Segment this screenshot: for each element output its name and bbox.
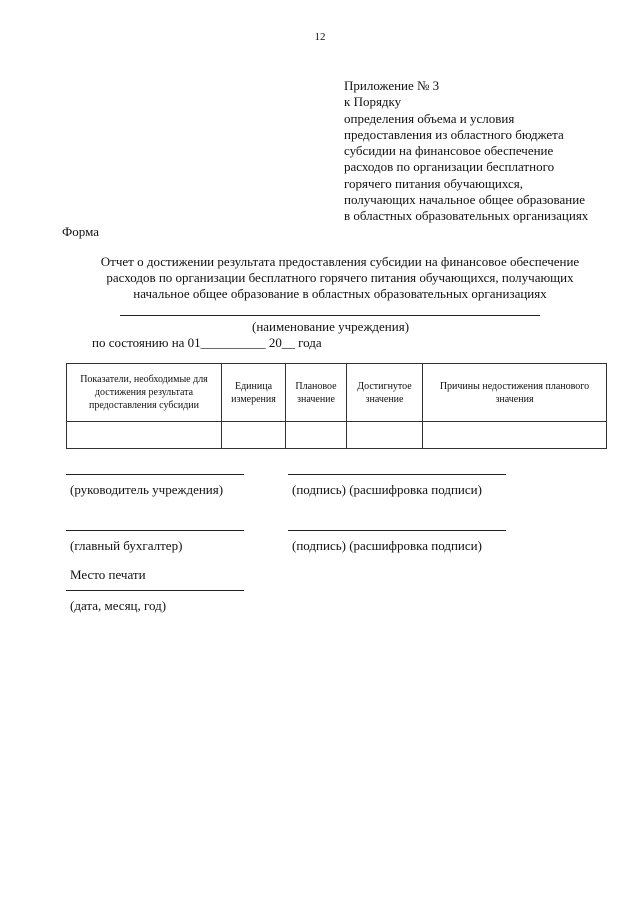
stamp-place: Место печати [70,567,146,582]
table-cell [67,422,222,449]
appendix-header [344,78,588,225]
appendix-line: субсидии на финансовое обеспечение [344,143,554,159]
report-title-line: Отчет о достижении результата предоставления субсидии на финансовое обеспечение [100,254,580,269]
table-cell [222,422,286,449]
appendix-line: определения объема и условия [344,110,515,126]
report-title-line: расходов по организации бесплатного горячего питания обучающихся, получающих [106,270,574,285]
table-row [67,422,607,449]
table-header-cell: Достигнутое значение [347,364,423,422]
appendix-line: получающих начальное общее образование [344,192,585,208]
report-title [40,254,640,302]
head-signature-line [66,474,244,475]
appendix-line: предоставления из областного бюджета [344,126,564,142]
table-cell [286,422,347,449]
accountant-label: (главный бухгалтер) [70,538,183,553]
accountant-signature-line [66,530,244,531]
table-header-cell: Единица измерения [222,364,286,422]
date-label: (дата, месяц, год) [70,598,167,613]
appendix-line: в областных образовательных организациях [344,208,589,224]
form-label: Форма [62,224,99,239]
accountant-sign-caption: (подпись) (расшифровка подписи) [292,538,482,553]
institution-name-line [120,315,540,316]
appendix-line: горячего питания обучающихся, [344,175,523,191]
table-header-row [67,364,607,422]
table-header-cell: Показатели, необходимые для достижения результата предоставления субсидии [67,364,222,422]
table-header-cell: Плановое значение [286,364,347,422]
accountant-sign-line [288,530,506,531]
appendix-line: к Порядку [344,94,402,110]
table-header-cell: Причины недостижения планового значения [423,364,607,422]
report-table [66,363,607,449]
head-sign-caption: (подпись) (расшифровка подписи) [292,482,482,497]
as-of-date: по состоянию на 01__________ 20__ года [92,335,322,350]
date-line [66,590,244,591]
head-sign-line [288,474,506,475]
report-title-line: начальное общее образование в областных образовательных организациях [133,286,547,301]
appendix-line: Приложение № 3 [344,78,440,93]
page-number: 12 [314,31,326,43]
institution-caption: (наименование учреждения) [252,319,410,334]
head-label: (руководитель учреждения) [70,482,224,497]
appendix-line: расходов по организации бесплатного [344,159,555,175]
table-cell [423,422,607,449]
table-cell [347,422,423,449]
